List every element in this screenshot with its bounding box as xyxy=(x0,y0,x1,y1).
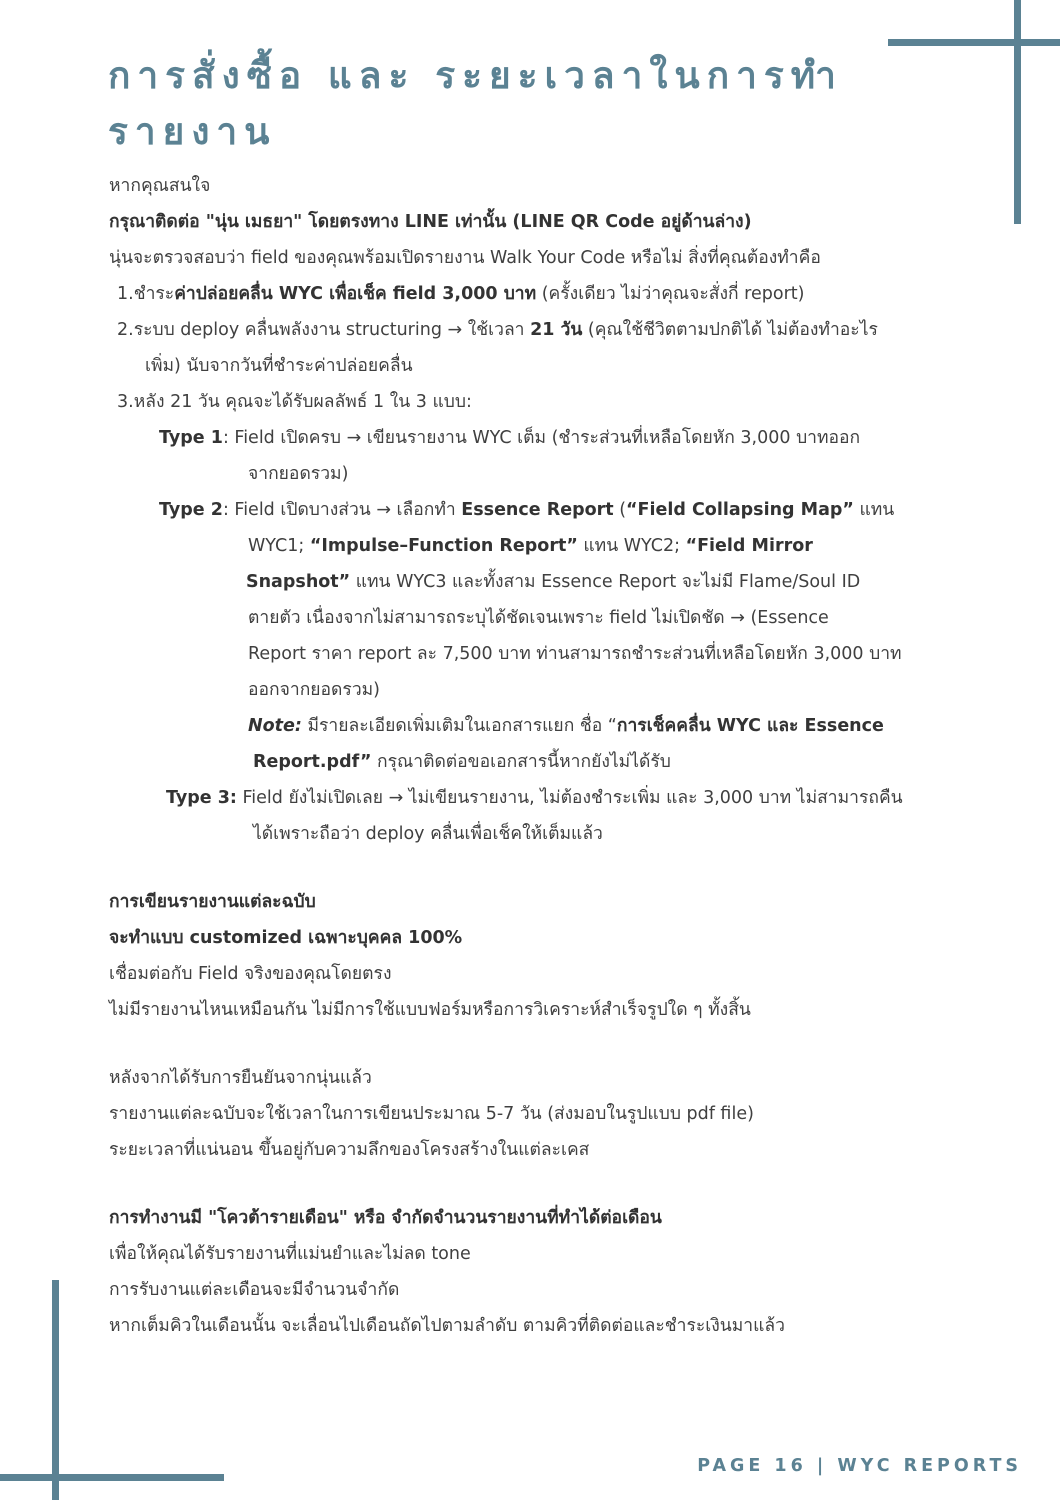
quota-line-1: เพื่อให้คุณได้รับรายงานที่แม่นยำและไม่ลด tone xyxy=(109,1244,471,1264)
type-2-wyc3: แทน WYC3 และทั้งสาม Essence Report จะไม่มี Flame/Soul ID xyxy=(350,572,861,592)
note-doc-name: การเช็คคลื่น WYC และ Essence xyxy=(616,716,884,736)
type-2-line-5: Report ราคา report ละ 7,500 บาท ท่านสามารถชำระส่วนที่เหลือโดยหัก 3,000 บาท xyxy=(248,644,902,664)
type-3-label: Type 3: xyxy=(166,788,237,808)
intro-line: หากคุณสนใจ xyxy=(109,176,211,196)
type-2 xyxy=(109,492,1029,528)
type-2-paren: ( xyxy=(613,500,627,520)
type-1-label: Type 1 xyxy=(159,428,223,448)
type-2-snapshot: Snapshot” xyxy=(246,572,351,592)
bottom-left-vertical-line xyxy=(52,1280,59,1500)
type-2-line-3 xyxy=(109,564,1029,600)
document-body xyxy=(109,168,1029,1344)
type-2-mirror: “Field Mirror xyxy=(685,536,813,556)
bottom-left-horizontal-line xyxy=(0,1474,224,1481)
type-2-label: Type 2 xyxy=(159,500,223,520)
type-2-impulse: “Impulse–Function Report” xyxy=(309,536,578,556)
intro-check-line: นุ่นจะตรวจสอบว่า field ของคุณพร้อมเปิดรายงาน Walk Your Code หรือไม่ สิ่งที่คุณต้องทำคือ xyxy=(109,248,821,268)
note-label: Note: xyxy=(248,716,302,736)
title-line-2: รายงาน xyxy=(108,110,277,153)
type-2-essence: Essence Report xyxy=(461,500,614,520)
note-doc-file: Report.pdf” xyxy=(253,752,372,772)
step-2-prefix: 2.ระบบ deploy คลื่นพลังงาน structuring → ใช้เวลา xyxy=(117,320,531,340)
step-1 xyxy=(109,276,1029,312)
type-1 xyxy=(109,420,1029,456)
type-2-wyc1: WYC1; xyxy=(248,536,310,556)
step-1-bold: ค่าปล่อยคลื่น WYC เพื่อเช็ค field 3,000 บาท xyxy=(174,284,537,304)
custom-line-1: เชื่อมต่อกับ Field จริงของคุณโดยตรง xyxy=(109,964,392,984)
step-2-bold: 21 วัน xyxy=(530,320,583,340)
type-3 xyxy=(109,780,1029,816)
page-footer: PAGE 16 | WYC REPORTS xyxy=(697,1456,1022,1476)
step-3: 3.หลัง 21 วัน คุณจะได้รับผลลัพธ์ 1 ใน 3 แบบ: xyxy=(117,392,472,412)
type-3-continued: ได้เพราะถือว่า deploy คลื่นเพื่อเช็คให้เต็มแล้ว xyxy=(253,824,603,844)
step-2-continued: เพิ่ม) นับจากวันที่ชำระค่าปล่อยคลื่น xyxy=(145,356,413,376)
page-title xyxy=(108,48,888,160)
step-1-prefix: 1.ชำระ xyxy=(117,284,175,304)
type-2-map: “Field Collapsing Map” xyxy=(626,500,854,520)
time-line-3: ระยะเวลาที่แน่นอน ขึ้นอยู่กับความลึกของโครงสร้างในแต่ละเคส xyxy=(109,1140,590,1160)
note-line-2 xyxy=(109,744,1029,780)
time-line-2: รายงานแต่ละฉบับจะใช้เวลาในการเขียนประมาณ 5-7 วัน (ส่งมอบในรูปแบบ pdf file) xyxy=(109,1104,754,1124)
quota-line-3: หากเต็มคิวในเดือนนั้น จะเลื่อนไปเดือนถัดไปตามลำดับ ตามคิวที่ติดต่อและชำระเงินมาแล้ว xyxy=(109,1316,785,1336)
title-line-1: การสั่งซื้อ และ ระยะเวลาในการทำ xyxy=(108,54,843,97)
type-2-wyc2: แทน WYC2; xyxy=(577,536,686,556)
note-line-1 xyxy=(109,708,1029,744)
type-2-line-6: ออกจากยอดรวม) xyxy=(248,680,381,700)
type-2-line-4: ตายตัว เนื่องจากไม่สามารถระบุได้ชัดเจนเพราะ field ไม่เปิดชัด → (Essence xyxy=(248,608,829,628)
note-request: กรุณาติดต่อขอเอกสารนี้หากยังไม่ได้รับ xyxy=(371,752,671,772)
type-2-instead: แทน xyxy=(853,500,895,520)
custom-line-2: ไม่มีรายงานไหนเหมือนกัน ไม่มีการใช้แบบฟอร์มหรือการวิเคราะห์สำเร็จรูปใด ๆ ทั้งสิ้น xyxy=(109,1000,751,1020)
custom-heading-2: จะทำแบบ customized เฉพาะบุคคล 100% xyxy=(109,928,463,948)
custom-heading-1: การเขียนรายงานแต่ละฉบับ xyxy=(109,892,316,912)
type-3-text: Field ยังไม่เปิดเลย → ไม่เขียนรายงาน, ไม่ต้องชำระเพิ่ม และ 3,000 บาท ไม่สามารถคืน xyxy=(236,788,903,808)
top-right-horizontal-line xyxy=(888,39,1060,46)
quota-heading: การทำงานมี "โควต้ารายเดือน" หรือ จำกัดจำนวนรายงานที่ทำได้ต่อเดือน xyxy=(109,1208,662,1228)
time-line-1: หลังจากได้รับการยืนยันจากนุ่นแล้ว xyxy=(109,1068,372,1088)
type-1-text: : Field เปิดครบ → เขียนรายงาน WYC เต็ม (ชำระส่วนที่เหลือโดยหัก 3,000 บาทออก xyxy=(222,428,861,448)
step-2-suffix: (คุณใช้ชีวิตตามปกติได้ ไม่ต้องทำอะไร xyxy=(582,320,878,340)
contact-instruction: กรุณาติดต่อ "นุ่น เมธยา" โดยตรงทาง LINE เท่านั้น (LINE QR Code อยู่ด้านล่าง) xyxy=(109,212,752,232)
quota-line-2: การรับงานแต่ละเดือนจะมีจำนวนจำกัด xyxy=(109,1280,400,1300)
note-text: มีรายละเอียดเพิ่มเติมในเอกสารแยก ชื่อ “ xyxy=(301,716,617,736)
step-2 xyxy=(109,312,1029,348)
type-2-line-2 xyxy=(109,528,1029,564)
type-2-text: : Field เปิดบางส่วน → เลือกทำ xyxy=(222,500,462,520)
type-1-continued: จากยอดรวม) xyxy=(248,464,349,484)
step-1-suffix: (ครั้งเดียว ไม่ว่าคุณจะสั่งกี่ report) xyxy=(536,284,805,304)
